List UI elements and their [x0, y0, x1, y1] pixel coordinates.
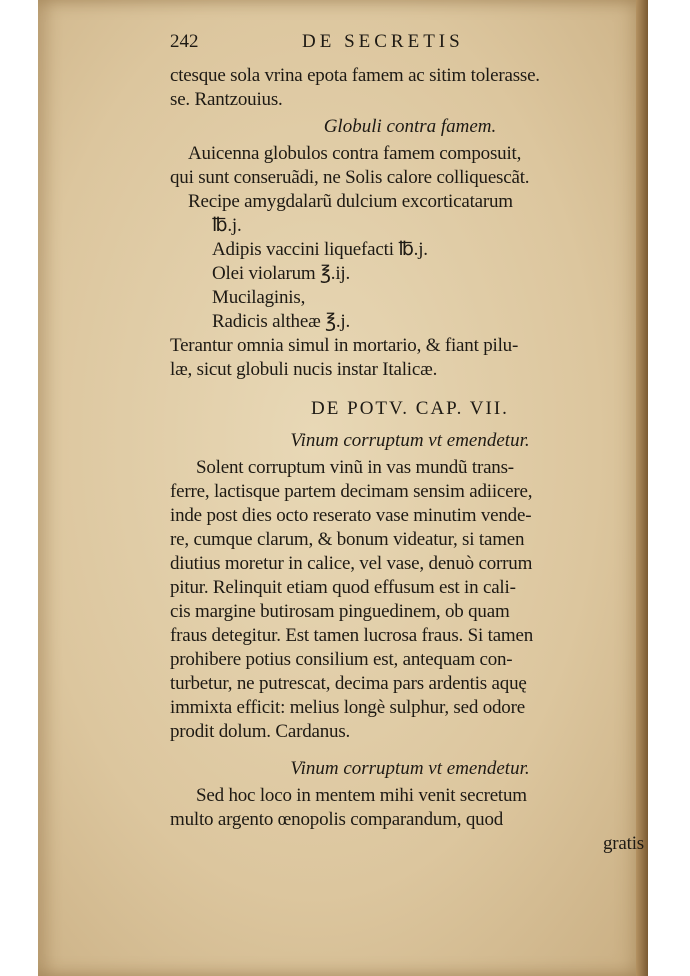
text-line: Sed hoc loco in mentem mihi venit secretum [196, 785, 527, 806]
page-text-block [170, 30, 648, 856]
text-line: Terantur omnia simul in mortario, & fiant pilu- [170, 335, 519, 356]
spacer [170, 744, 648, 754]
recipe-line: Mucilaginis, [212, 287, 306, 308]
text-line: fraus detegitur. Est tamen lucrosa fraus. Si tamen [170, 625, 534, 646]
text-line: immixta efficit: melius longè sulphur, sed odore [170, 697, 525, 718]
text-line: qui sunt conseruãdi, ne Solis calore colliquescãt. [170, 167, 530, 188]
running-title: DE SECRETIS [302, 31, 464, 52]
recipe-line: Recipe amygdalarũ dulcium excorticatarum [188, 191, 513, 212]
recipe-line: Olei violarum ℥.ij. [212, 263, 351, 284]
text-line: Solent corruptum vinũ in vas mundũ trans- [196, 457, 514, 478]
text-line: læ, sicut globuli nucis instar Italicæ. [170, 359, 438, 380]
text-line: Auicenna globulos contra famem composuit, [188, 143, 522, 164]
chapter-heading: DE POTV. CAP. VII. [311, 398, 509, 419]
catchword: gratis [602, 833, 644, 854]
text-line: multo argento œnopolis comparandum, quod [170, 809, 504, 830]
text-line: prodit dolum. Cardanus. [170, 721, 351, 742]
text-line: ctesque sola vrina epota famem ac sitim tolerasse. [170, 65, 540, 86]
text-line-content: se. Rantzouius. [170, 89, 283, 110]
book-page [38, 0, 648, 976]
text-line: pitur. Relinquit etiam quod effusum est in cali- [170, 577, 516, 598]
text-line: diutius moretur in calice, vel vase, denuò corrum [170, 553, 533, 574]
section-heading: Vinum corruptum vt emendetur. [290, 758, 530, 779]
text-line: cis margine butirosam pinguedinem, ob quam [170, 601, 510, 622]
recipe-line: ℔.j. [212, 215, 242, 236]
text-line: inde post dies octo reserato vase minutim vende- [170, 505, 532, 526]
text-line: re, cumque clarum, & bonum videatur, si tamen [170, 529, 525, 550]
text-line: turbetur, ne putrescat, decima pars ardentis aquę [170, 673, 527, 694]
text-line: prohibere potius consilium est, antequam con- [170, 649, 513, 670]
running-head [170, 30, 648, 64]
text-line: ferre, lactisque partem decimam sensim adiicere, [170, 481, 533, 502]
section-heading: Globuli contra famem. [323, 116, 497, 137]
text-line [170, 88, 648, 112]
spacer [170, 382, 648, 392]
section-heading: Vinum corruptum vt emendetur. [290, 430, 530, 451]
page-number: 242 [170, 31, 199, 52]
recipe-line: Radicis altheæ ℥.j. [212, 311, 351, 332]
recipe-line: Adipis vaccini liquefacti ℔.j. [212, 239, 428, 260]
